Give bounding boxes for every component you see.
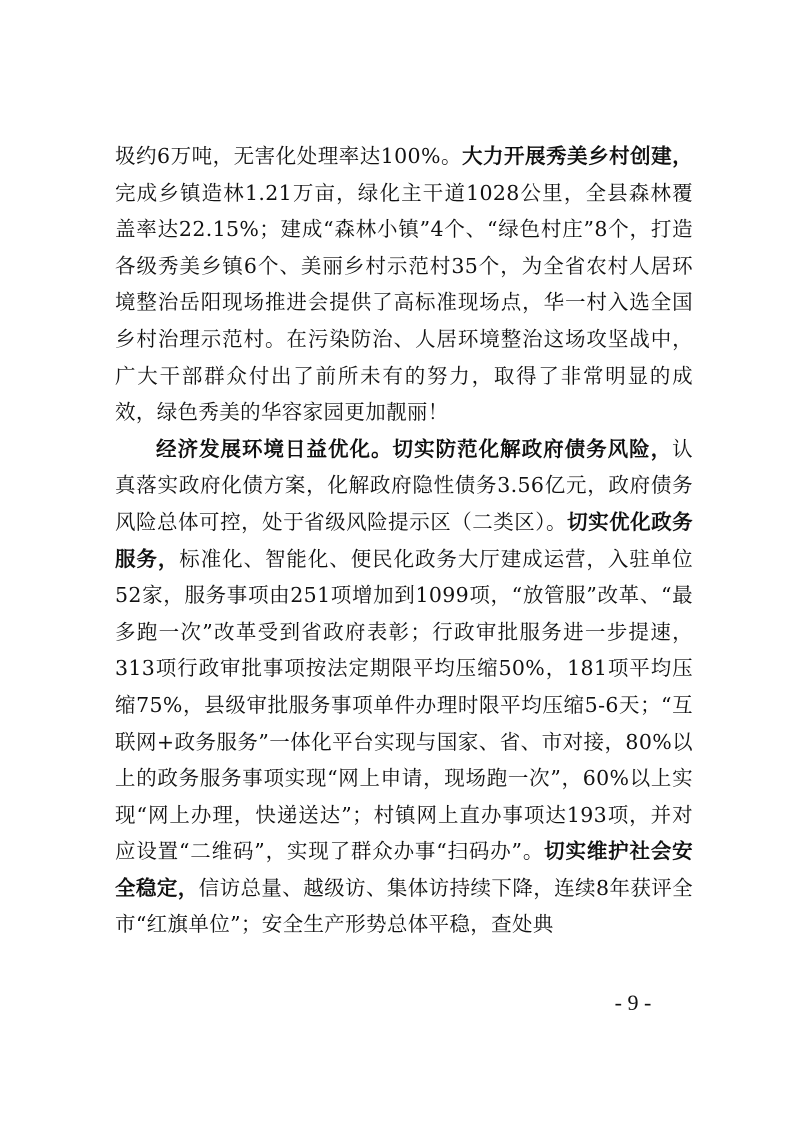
text-segment: 认真落实政府化债方案，化解政府隐性债务3.56亿元，政府债务风险总体可控，处于省级风险提示区（二类区）。 <box>115 436 693 534</box>
paragraph-economic-environment <box>115 431 693 943</box>
text-segment: 信访总量、越级访、集体访持续下降，连续8年获评全市“红旗单位”；安全生产形势总体平稳，查处典 <box>115 875 693 937</box>
page-number: - 9 - <box>614 990 652 1015</box>
bold-heading-segment: 大力开展秀美乡村创建， <box>461 144 693 168</box>
bold-heading-segment: 经济发展环境日益优化。切实防范化解政府债务风险， <box>156 436 673 461</box>
document-body <box>115 138 693 943</box>
paragraph-forest-village <box>115 138 693 431</box>
bold-heading-segment: 切实维护社会安全稳定， <box>115 839 693 900</box>
text-segment: 圾约6万吨，无害化处理率达100%。 <box>115 144 462 168</box>
bold-heading-segment: 切实优化政务服务， <box>115 509 693 571</box>
text-segment: 标准化、智能化、便民化政务大厅建成运营，入驻单位52家，服务事项由251项增加到1099项，“放管服”改革、“最多跑一次”改革受到省政府表彰；行政审批服务进一步提速，313项行政审批事项按法定期限平均压缩50%，181项平均压缩75%，县级审批服务事项单件办理时限平均压缩5-6天；“互联网+政务服务”一体化平台实现与国家、省、市对接，80%以上的政务服务事项实现“网上申请，现场跑一次”，60%以上实现“网上办理，快递送达”；村镇网上直办事项达193项，并对应设置“二维码”，实现了群众办事“扫码办”。 <box>115 546 693 864</box>
text-segment: 完成乡镇造林1.21万亩，绿化主干道1028公里，全县森林覆盖率达22.15%；建成“森林小镇”4个、“绿色村庄”8个，打造各级秀美乡镇6个、美丽乡村示范村35个，为全省农村人居环境整治岳阳现场推进会提供了高标准现场点，华一村入选全国乡村治理示范村。在污染防治、人居环境整治这场攻坚战中，广大干部群众付出了前所未有的努力，取得了非常明显的成效，绿色秀美的华容家园更加靓丽！ <box>115 180 693 425</box>
